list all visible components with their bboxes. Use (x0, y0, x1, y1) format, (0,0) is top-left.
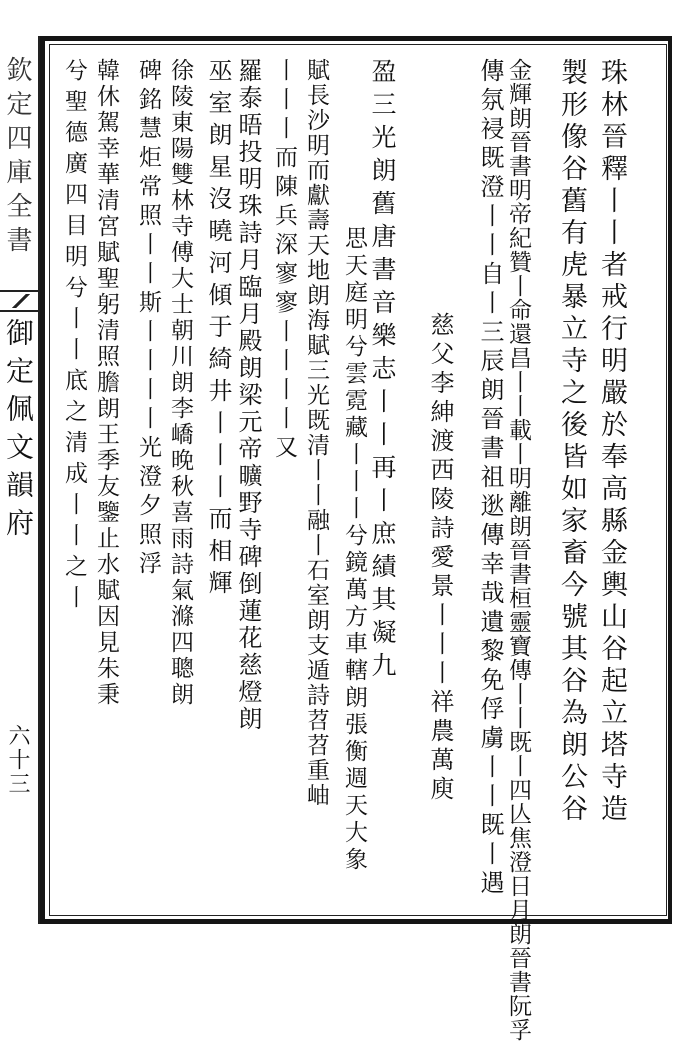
text-column-14: 韓休駕幸華清宮賦聖躬清照膽朗王季友鑒止水賦因見朱秉 (93, 58, 119, 708)
text-column-1: 珠林晉釋丨丨者戒行明嚴於奉高縣金輿山谷起立塔寺造 (596, 58, 627, 826)
text-column-7: 思天庭明兮雲霓藏丨丨丨兮鏡萬方車轄朗張衡週天大象 (341, 226, 367, 874)
margin-page-number: 六十三 (5, 724, 30, 796)
margin-book-title: 御定佩文韻府 (2, 318, 35, 546)
text-column-3: 金輝朗晉書明帝紀贊丨命還昌丨丨載丨明離朗晉書桓靈寶傳丨丨既丨四亾焦澄日月朗晉書阮孚 (505, 58, 531, 1042)
text-column-15: 兮聖德廣四目明兮丨丨底之清成丨丨之丨 (61, 58, 87, 616)
text-column-8: 賦長沙明而獻壽天地朗海賦三光既清丨丨融丨石室朗支遁詩苕苕重岫 (303, 58, 329, 808)
margin-series-title: 欽定四庫全書 (2, 56, 32, 260)
text-column-6: 盈三光朗舊唐書音樂志丨丨再丨庶績其凝九 (368, 58, 397, 685)
text-column-9: 丨丨丨而陳兵深寥寥丨丨丨丨又 (271, 58, 297, 464)
text-column-2: 製形像谷舊有虎暴立寺之後皆如家畜今號其谷為朗公谷 (556, 58, 587, 826)
text-column-13: 碑銘慧炬常照丨丨斯丨丨丨丨光澄夕照浮 (135, 58, 161, 580)
text-column-5: 慈父李紳渡西陵詩愛景丨丨丨祥農萬庾 (426, 312, 454, 805)
text-column-11: 巫室朗星沒曉河傾于綺井丨丨丨而相輝 (204, 58, 232, 602)
fish-tail-mark (4, 294, 38, 308)
text-column-12: 徐陵東陽雙林寺傅大士朝川朗李嶠晚秋喜雨詩氣滌四聰朗 (167, 58, 193, 708)
text-column-4: 傳氛祲既澄丨丨自丨三辰朗晉書祖逖傳幸哉遺黎免俘虜丨丨既丨遇 (476, 58, 504, 899)
text-column-10: 羅泰晤投明珠詩月臨月殿朗梁元帝曠野寺碑倒蓮花慈燈朗 (234, 58, 262, 733)
